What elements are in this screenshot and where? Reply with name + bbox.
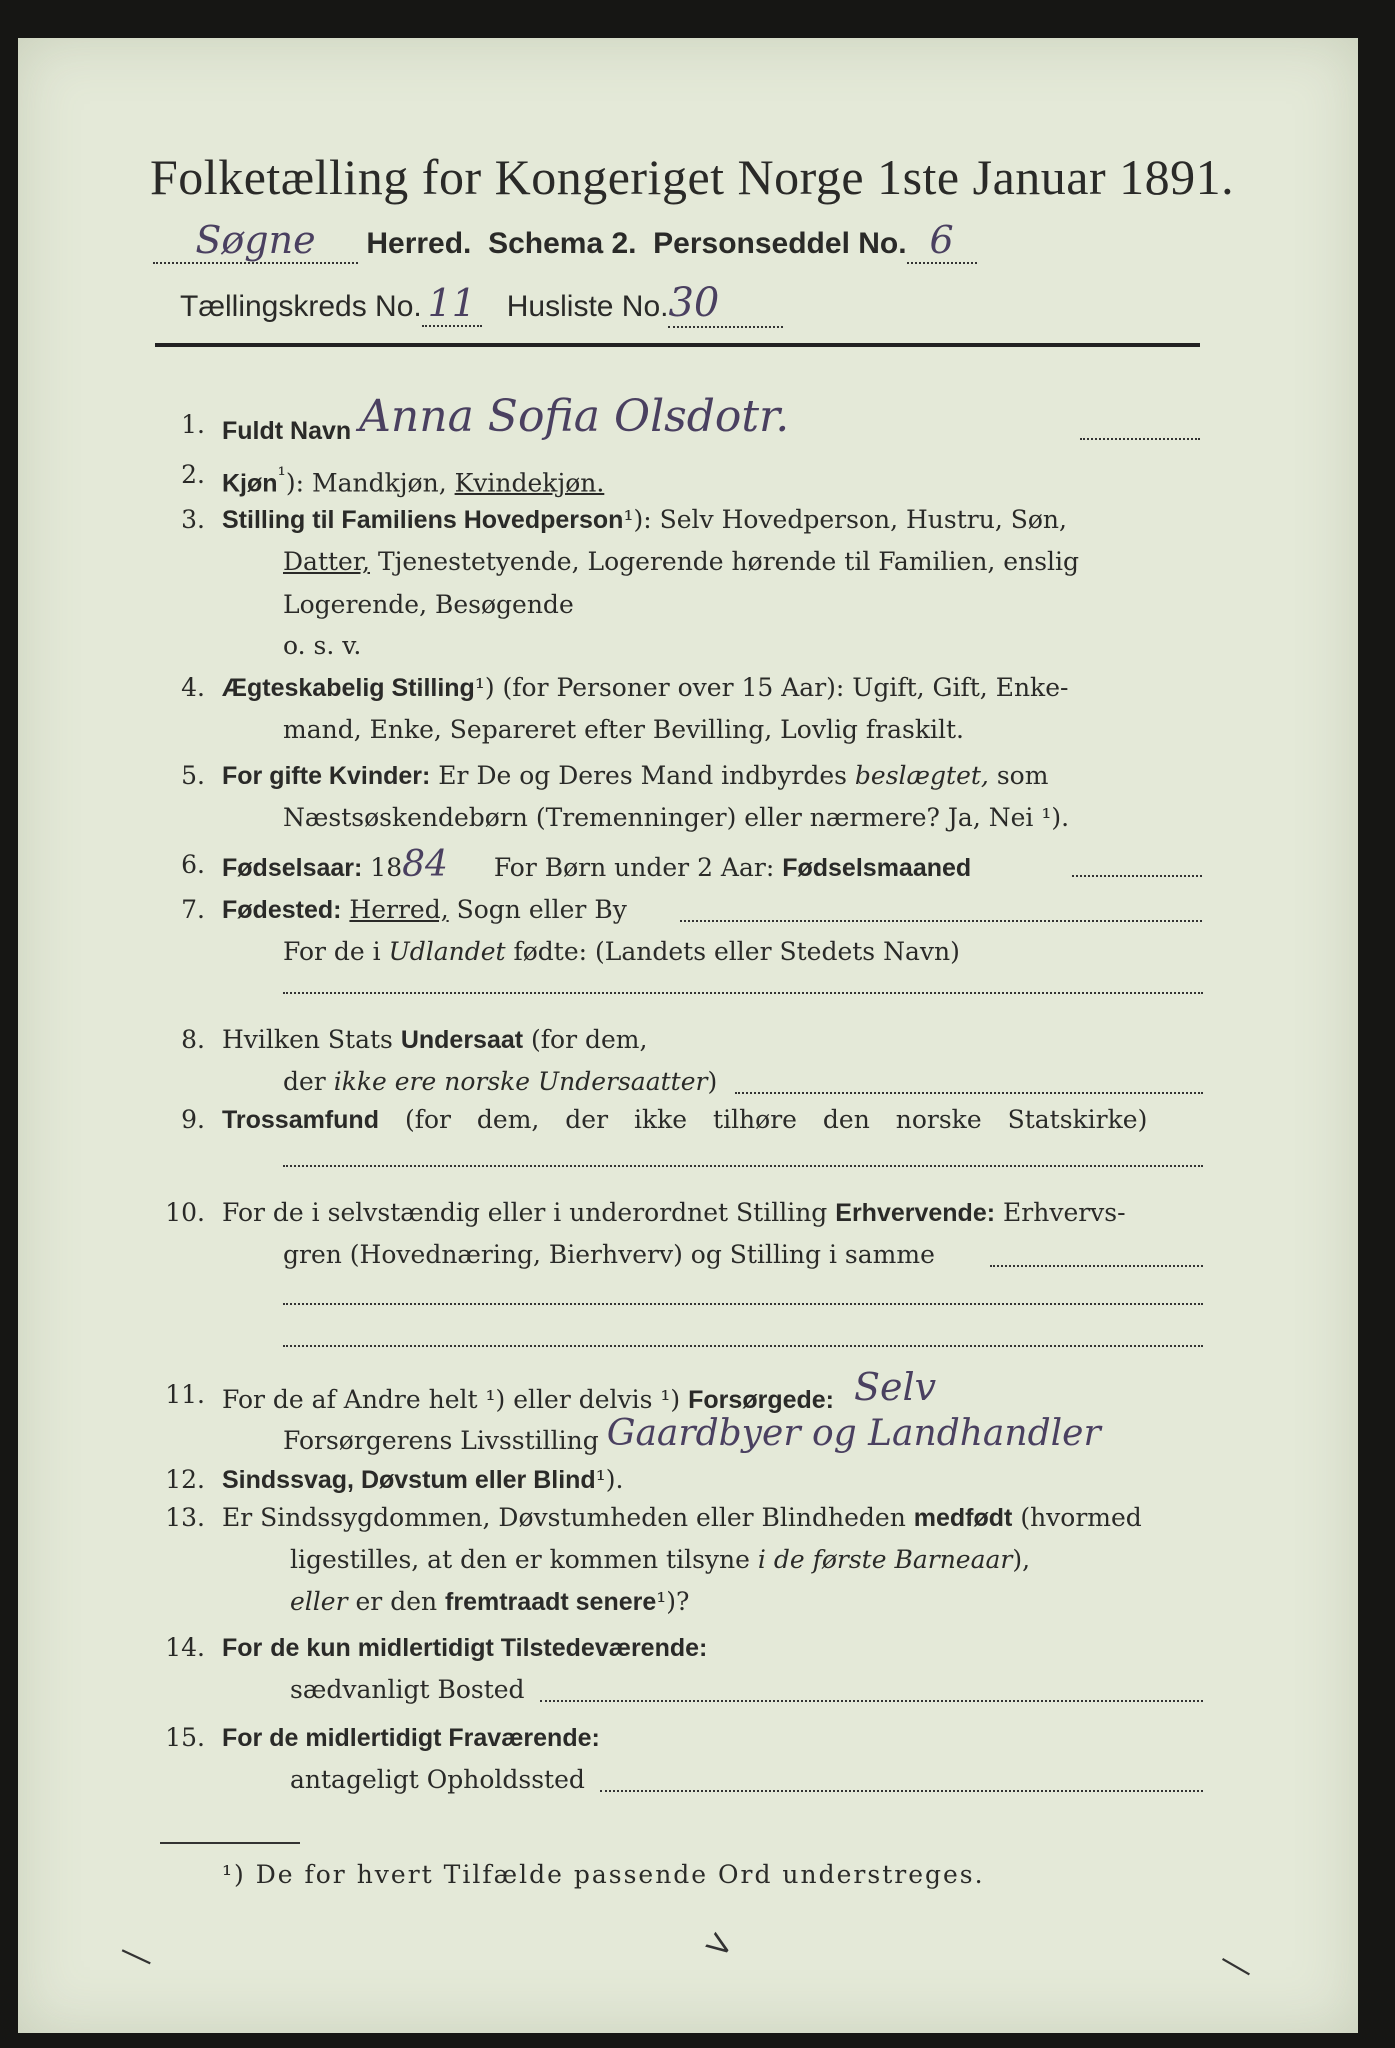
field-3-line4: o. s. v. — [283, 631, 362, 660]
kreds-label: Tællingskreds No. — [180, 290, 422, 323]
field-11-number: 11. — [165, 1380, 205, 1409]
field-11-text: For de af Andre helt ¹) eller delvis ¹) — [222, 1385, 681, 1414]
field-1-row — [222, 391, 790, 451]
field-5-italic: beslægtet, — [854, 761, 989, 790]
field-11-line2 — [283, 1413, 1101, 1461]
field-15-number: 15. — [165, 1723, 205, 1752]
field-13-number: 13. — [165, 1503, 205, 1532]
field-7-line2-a: For de i — [283, 937, 381, 966]
field-2-sup: ¹ — [277, 463, 286, 487]
field-1-value: Anna Sofia Olsdotr. — [359, 391, 790, 442]
field-12-number: 12. — [165, 1465, 205, 1494]
herred-label: Herred. — [366, 227, 472, 260]
field-4-text: ¹) (for Personer over 15 Aar): Ugift, Gift, Enke- — [474, 673, 1069, 702]
field-14-line2: sædvanligt Bosted — [290, 1675, 525, 1704]
header-herred-line — [153, 218, 977, 264]
herred-value: Søgne — [195, 218, 316, 262]
field-15-dotted-line — [600, 1790, 1203, 1792]
footnote: ¹) De for hvert Tilfælde passende Ord understreges. — [222, 1860, 985, 1889]
field-9-row — [222, 1100, 1147, 1140]
field-8-row — [222, 1020, 647, 1060]
field-13-line2-b: ), — [1012, 1545, 1031, 1574]
field-14-text: For — [222, 1634, 263, 1662]
personseddel-value: 6 — [929, 218, 954, 262]
field-6-label: Fødselsaar: — [222, 854, 363, 882]
field-10-label: Erhvervende: — [835, 1199, 996, 1227]
field-7-text: Sogn eller By — [456, 895, 627, 924]
field-4-label: Ægteskabelig Stilling — [222, 674, 475, 702]
census-form-page — [18, 38, 1358, 2033]
field-3-number: 3. — [181, 505, 205, 534]
page-title: Folketælling for Kongeriget Norge 1ste Januar 1891. — [150, 149, 1235, 205]
field-3-row — [222, 500, 1067, 540]
husliste-value: 30 — [668, 280, 720, 326]
field-14-label: de kun midlertidigt Tilstedeværende: — [270, 1634, 708, 1662]
field-12-row — [222, 1460, 623, 1500]
field-14-row — [222, 1628, 707, 1668]
field-8-line2-a: der — [283, 1067, 326, 1096]
field-13-label: medfødt — [913, 1504, 1013, 1532]
field-8-dotted-line — [735, 1092, 1203, 1094]
field-15-label: For de midlertidigt Fraværende: — [222, 1724, 600, 1752]
field-14-number: 14. — [165, 1633, 205, 1662]
field-3-text: ¹): Selv Hovedperson, Hustru, Søn, — [623, 505, 1067, 534]
field-10-text: For de i selvstændig eller i underordnet Stilling — [222, 1198, 828, 1227]
field-2-number: 2. — [181, 460, 205, 489]
field-3-line2-text: Tjenestetyende, Logerende hørende til Familien, enslig — [377, 547, 1080, 576]
field-3-line3: Logerende, Besøgende — [283, 590, 574, 619]
field-8-text: Hvilken Stats — [222, 1025, 393, 1054]
field-8-text2: (for dem, — [531, 1025, 648, 1054]
header-divider — [155, 343, 1200, 347]
field-6-label2: Fødselsmaaned — [782, 854, 972, 882]
field-6-prefix: 18 — [370, 853, 403, 882]
field-8-line2 — [283, 1062, 717, 1102]
field-3-line2 — [283, 542, 1079, 582]
field-10-dotted-line — [990, 1265, 1203, 1267]
field-5-text: Er De og Deres Mand indbyrdes — [438, 761, 847, 790]
field-1-dotted-line — [1080, 438, 1200, 440]
field-8-label: Undersaat — [400, 1026, 524, 1054]
field-4-number: 4. — [181, 673, 205, 702]
schema-label: Schema 2. — [488, 227, 637, 260]
field-10-dotted-line-3 — [283, 1345, 1203, 1347]
field-9-text: (for dem, der ikke tilhøre den norske Statskirke) — [404, 1105, 1148, 1134]
field-7-dotted-line-2 — [283, 992, 1203, 994]
field-6-value: 84 — [402, 844, 448, 885]
field-1-number: 1. — [181, 410, 205, 439]
field-5-text-end: som — [996, 761, 1049, 790]
field-15-row — [222, 1718, 600, 1758]
corner-mark-right: — — [1212, 1939, 1262, 1991]
field-11-value2: Gaardbyer og Landhandler — [606, 1413, 1101, 1454]
field-13-text2: (hvormed — [1020, 1503, 1142, 1532]
field-13-text: Er Sindssygdommen, Døvstumheden eller Blindheden — [222, 1503, 906, 1532]
field-6-number: 6. — [181, 850, 205, 879]
field-4-row — [222, 668, 1068, 708]
field-15-line2: antageligt Opholdssted — [290, 1765, 585, 1794]
field-12-text: ¹). — [595, 1465, 624, 1494]
field-13-line3-b: ¹)? — [656, 1587, 690, 1616]
field-9-label: Trossamfund — [222, 1106, 379, 1134]
field-7-number: 7. — [181, 895, 205, 924]
field-9-dotted-line — [283, 1165, 1203, 1167]
field-8-line2-italic: ikke ere norske Undersaatter — [333, 1067, 708, 1096]
field-13-line2-italic: i de første Barneaar — [757, 1545, 1013, 1574]
field-7-selected-option: Herred, — [349, 895, 449, 924]
field-1-label: Fuldt Navn — [222, 417, 352, 445]
field-8-line2-b: ) — [707, 1067, 718, 1096]
field-7-label: Fødested: — [222, 896, 342, 924]
field-12-label: Sindssvag, Døvstum eller Blind — [222, 1466, 596, 1494]
field-3-label: Stilling til Familiens Hovedperson — [222, 506, 624, 534]
field-14-dotted-line — [540, 1700, 1203, 1702]
field-10-number: 10. — [165, 1198, 205, 1227]
field-8-number: 8. — [181, 1025, 205, 1054]
field-6-row — [222, 845, 971, 888]
field-3-selected-option: Datter, — [283, 547, 370, 576]
field-7-line2-italic: Udlandet — [388, 937, 506, 966]
field-13-line3-label: fremtraadt senere — [445, 1588, 657, 1616]
field-4-line2: mand, Enke, Separeret efter Bevilling, Lovlig fraskilt. — [283, 715, 964, 744]
field-10-line2: gren (Hovednæring, Bierhverv) og Stilling i samme — [283, 1240, 935, 1269]
field-6-text: For Børn under 2 Aar: — [493, 853, 775, 882]
field-6-dotted-line — [1072, 875, 1202, 877]
corner-mark-center: > — [696, 1920, 743, 1970]
field-5-label: For gifte Kvinder: — [222, 762, 431, 790]
footnote-divider — [160, 1842, 300, 1844]
field-13-line3 — [290, 1582, 689, 1622]
field-13-line3-italic: eller — [290, 1587, 348, 1616]
kreds-value: 11 — [427, 281, 476, 325]
field-11-value: Selv — [853, 1365, 937, 1409]
field-2-selected-option: Kvindekjøn. — [454, 468, 605, 498]
field-5-line2: Næstsøskendebørn (Tremenninger) eller nærmere? Ja, Nei ¹). — [283, 803, 1070, 832]
husliste-label: Husliste No. — [506, 290, 669, 323]
field-13-line3-a: er den — [355, 1587, 438, 1616]
field-9-number: 9. — [181, 1105, 205, 1134]
field-10-text2: Erhvervs- — [1003, 1198, 1126, 1227]
field-5-row — [222, 756, 1048, 796]
field-10-dotted-line-2 — [283, 1303, 1203, 1305]
field-5-number: 5. — [181, 761, 205, 790]
field-11-label: Forsørgede: — [688, 1386, 834, 1414]
field-2-label: Kjøn — [222, 469, 278, 498]
field-2-row — [222, 455, 604, 503]
field-7-row — [222, 890, 627, 930]
field-7-dotted-line — [680, 920, 1202, 922]
field-7-line2-b: fødte: (Landets eller Stedets Navn) — [513, 937, 960, 966]
header-kreds-line — [180, 280, 783, 328]
field-7-line2 — [283, 932, 960, 972]
field-10-row — [222, 1193, 1126, 1233]
corner-mark-left: — — [113, 1929, 161, 1981]
field-11-line2-label: Forsørgerens Livsstilling — [283, 1426, 599, 1455]
field-2-text: ): Mandkjøn, — [285, 468, 447, 498]
field-13-row — [222, 1498, 1142, 1538]
field-13-line2 — [290, 1540, 1030, 1580]
field-13-line2-a: ligestilles, at den er kommen tilsyne — [290, 1545, 750, 1574]
personseddel-label: Personseddel No. — [653, 227, 907, 260]
